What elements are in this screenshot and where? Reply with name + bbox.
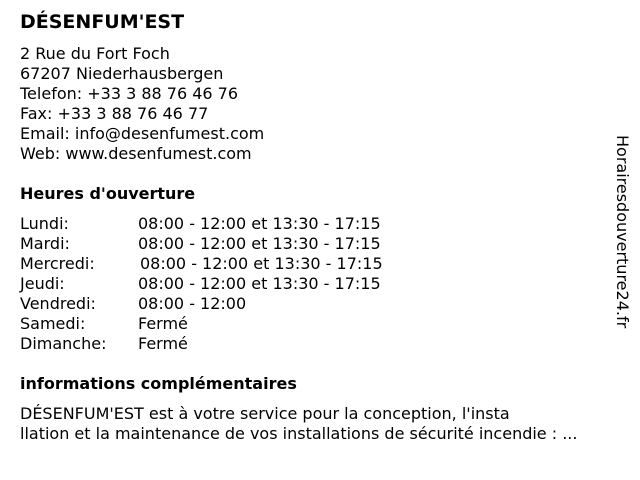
day-label: Lundi: bbox=[20, 214, 69, 233]
day-label: Mercredi: bbox=[20, 254, 95, 273]
time-value: 08:00 - 12:00 bbox=[138, 294, 247, 313]
address-street: 2 Rue du Fort Foch bbox=[20, 44, 170, 63]
day-label: Samedi: bbox=[20, 314, 86, 333]
email-address: Email: info@desenfumest.com bbox=[20, 124, 265, 143]
time-value: Fermé bbox=[138, 334, 188, 353]
time-value: 08:00 - 12:00 et 13:30 - 17:15 bbox=[140, 254, 383, 273]
time-value: Fermé bbox=[138, 314, 188, 333]
phone-number: Telefon: +33 3 88 76 46 76 bbox=[20, 84, 239, 103]
day-label: Jeudi: bbox=[20, 274, 65, 293]
additional-info-heading: informations complémentaires bbox=[20, 374, 297, 393]
business-description bbox=[20, 404, 630, 444]
time-value: 08:00 - 12:00 et 13:30 - 17:15 bbox=[138, 274, 381, 293]
website-address: Web: www.desenfumest.com bbox=[20, 144, 252, 163]
description-line: DÉSENFUM'EST est à votre service pour la conception, l'insta bbox=[20, 404, 510, 423]
day-label: Mardi: bbox=[20, 234, 70, 253]
day-label: Dimanche: bbox=[20, 334, 107, 353]
address-city: 67207 Niederhausbergen bbox=[20, 64, 224, 83]
description-line: llation et la maintenance de vos installations de sécurité incendie : ... bbox=[20, 424, 578, 443]
fax-number: Fax: +33 3 88 76 46 77 bbox=[20, 104, 209, 123]
business-name: DÉSENFUM'EST bbox=[20, 11, 185, 33]
contact-block bbox=[20, 44, 264, 164]
watermark-text: Horairesdouverture24.fr bbox=[613, 135, 632, 329]
opening-hours-heading: Heures d'ouverture bbox=[20, 184, 196, 203]
time-value: 08:00 - 12:00 et 13:30 - 17:15 bbox=[138, 234, 381, 253]
day-label: Vendredi: bbox=[20, 294, 96, 313]
time-value: 08:00 - 12:00 et 13:30 - 17:15 bbox=[138, 214, 381, 233]
